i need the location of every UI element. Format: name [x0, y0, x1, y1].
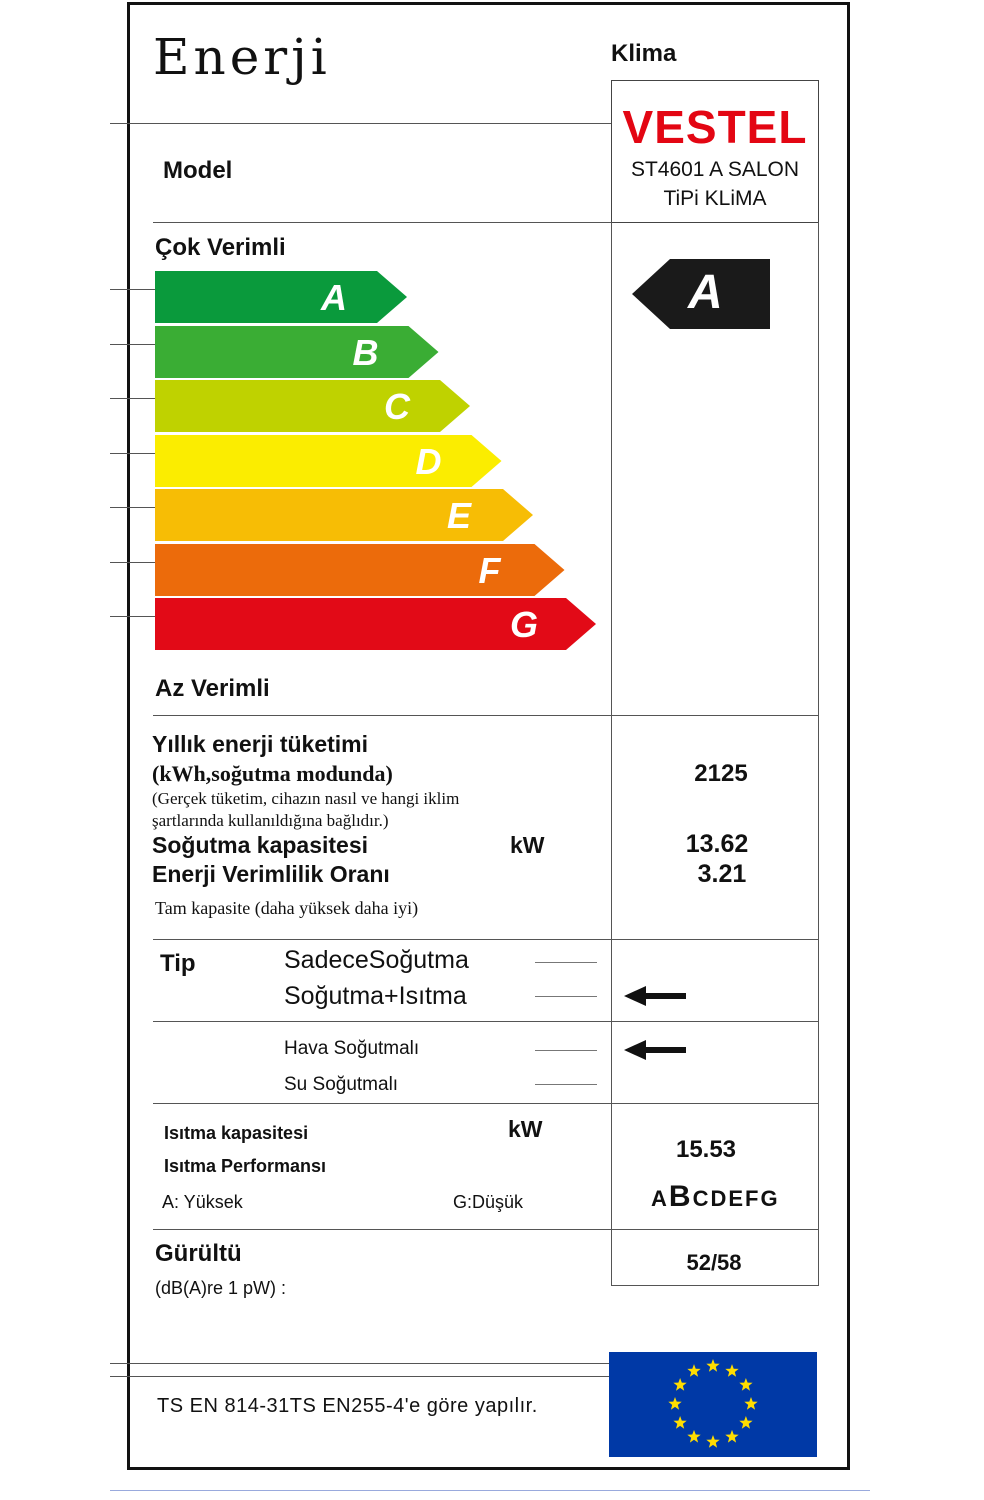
- scale-tick: [110, 453, 155, 454]
- energy-class-c-bar: [155, 380, 470, 432]
- eu-flag: [609, 1352, 817, 1457]
- consumption-title: Yıllık enerji tüketimi: [152, 731, 369, 757]
- leader-line: [535, 996, 597, 997]
- noise-value: 52/58: [686, 1250, 742, 1275]
- model-label: Model: [163, 157, 233, 184]
- cooling-capacity-unit: kW: [510, 832, 545, 858]
- divider: [110, 123, 612, 124]
- energy-class-e-bar: [155, 489, 533, 541]
- divider: [110, 1376, 610, 1377]
- selected-arrow-icon: [624, 1040, 688, 1060]
- energy-class-letter: F: [478, 549, 501, 591]
- heating-high-label: A: Yüksek: [162, 1192, 243, 1212]
- consumption-note-2: şartlarında kullanıldığına bağlıdır.): [152, 811, 389, 830]
- divider: [611, 1285, 819, 1286]
- noise-unit: (dB(A)re 1 pW) :: [155, 1278, 287, 1298]
- scale-tick: [110, 398, 155, 399]
- divider: [153, 1229, 819, 1230]
- energy-class-letter: E: [447, 495, 472, 536]
- scale-tick: [110, 562, 155, 563]
- energy-class-letter: C: [384, 386, 410, 427]
- divider: [153, 1021, 819, 1022]
- type-label: Tip: [160, 950, 196, 977]
- type-air-cooled: Hava Soğutmalı: [284, 1038, 420, 1059]
- model-line1: ST4601 A SALON: [630, 158, 800, 181]
- energy-class-letter: D: [415, 440, 442, 482]
- divider: [153, 715, 819, 716]
- appliance-type: Klima: [611, 40, 677, 67]
- consumption-unit: (kWh,soğutma modunda): [152, 761, 393, 786]
- scale-tick: [110, 344, 155, 345]
- heating-low-label: G:Düşük: [453, 1192, 524, 1212]
- consumption-note-1: (Gerçek tüketim, cihazın nasıl ve hangi iklim: [152, 789, 460, 808]
- cooling-capacity-value: 13.62: [685, 830, 749, 858]
- bottom-line: [110, 1490, 870, 1491]
- energy-class-f-bar: [155, 544, 565, 596]
- scale-tick: [110, 289, 155, 290]
- rating-arrow: [632, 259, 772, 329]
- divider: [110, 1363, 610, 1364]
- type-cooling-heating: Soğutma+Isıtma: [284, 982, 467, 1010]
- label-title: Enerji: [153, 28, 331, 86]
- scale-tick: [110, 507, 155, 508]
- energy-class-d-bar: [155, 435, 502, 487]
- perf-class-rest: CDEFG: [692, 1186, 780, 1211]
- type-cooling-only: SadeceSoğutma: [284, 946, 469, 974]
- heating-performance-label: Isıtma Performansı: [164, 1156, 327, 1176]
- leader-line: [535, 1050, 597, 1051]
- energy-class-g-bar: [155, 598, 596, 650]
- divider: [153, 1103, 819, 1104]
- perf-class-selected: B: [668, 1180, 693, 1213]
- eer-label: Enerji Verimlilik Oranı: [152, 861, 390, 887]
- energy-class-letter: B: [352, 331, 379, 373]
- divider: [153, 222, 611, 223]
- heating-capacity-unit: kW: [508, 1116, 543, 1142]
- energy-class-b-bar: [155, 326, 439, 378]
- selected-arrow-icon: [624, 986, 688, 1006]
- scale-bottom-label: Az Verimli: [155, 675, 270, 702]
- standard-note: TS EN 814-31TS EN255-4'e göre yapılır.: [157, 1395, 538, 1417]
- cooling-capacity-label: Soğutma kapasitesi: [152, 832, 369, 858]
- leader-line: [535, 1084, 597, 1085]
- leader-line: [535, 962, 597, 963]
- energy-class-letter: A: [321, 277, 347, 318]
- perf-class-a: A: [651, 1186, 669, 1211]
- heating-capacity-value: 15.53: [675, 1136, 737, 1163]
- scale-tick: [110, 616, 155, 617]
- heating-capacity-label: Isıtma kapasitesi: [164, 1123, 309, 1143]
- energy-class-letter: G: [510, 604, 539, 645]
- model-line2: TiPi KLiMA: [663, 187, 767, 210]
- full-capacity-note: Tam kapasite (daha yüksek daha iyi): [155, 898, 419, 918]
- divider: [153, 939, 819, 940]
- noise-label: Gürültü: [155, 1240, 242, 1267]
- heating-performance-scale: [651, 1180, 780, 1214]
- eu-flag-icon: [609, 1352, 817, 1457]
- type-water-cooled: Su Soğutmalı: [284, 1074, 399, 1095]
- column-divider: [611, 222, 612, 1286]
- consumption-value: 2125: [694, 760, 748, 787]
- brand-logo: VESTEL: [622, 101, 808, 153]
- rating-letter: A: [688, 266, 723, 319]
- scale-top-label: Çok Verimli: [155, 234, 286, 261]
- energy-class-a-bar: [155, 271, 407, 323]
- right-border: [818, 222, 819, 1286]
- eer-value: 3.21: [697, 860, 747, 888]
